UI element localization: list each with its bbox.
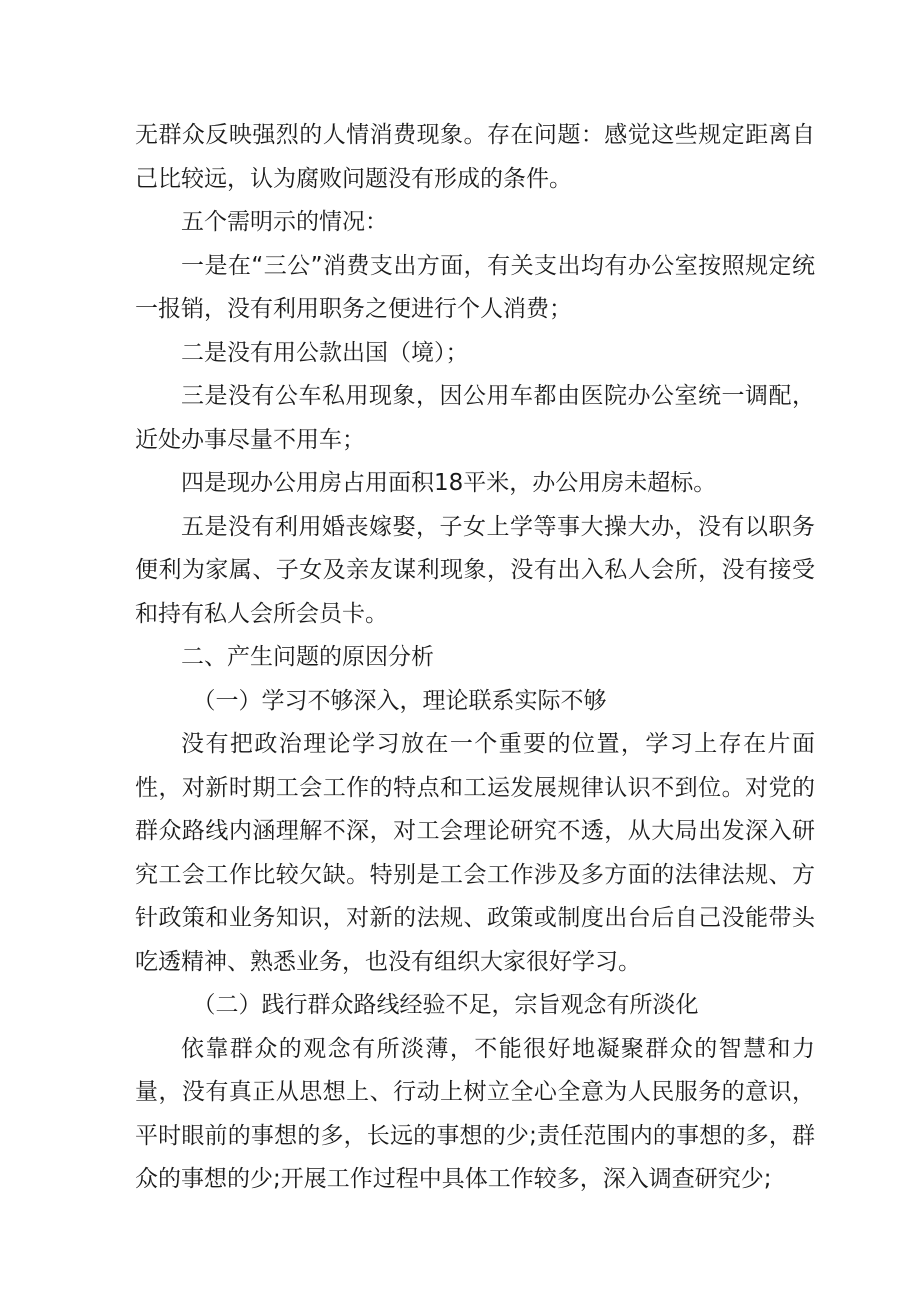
paragraph-heading-five-items: 五个需明示的情况： [181,209,388,235]
paragraph-subsection-two-body: 依靠群众的观念有所淡薄，不能很好地凝聚群众的智慧和力量，没有真正从思想上、行动上树立全心全意为人民服务的意识，平时眼前的事想的多，长远的事想的少;责任范围内的事想的多，群众的事想的少;开展工作过程中具体工作较多，深入调查研究少; [135,1035,815,1192]
paragraph-item-three: 三是没有公车私用现象，因公用车都由医院办公室统一调配，近处办事尽量不用车； [135,383,815,453]
paragraph-item-two: 二是没有用公款出国（境）； [181,339,469,366]
paragraph-subsection-one-body: 没有把政治理论学习放在一个重要的位置，学习上存在片面性，对新时期工会工作的特点和工运发展规律认识不到位。对党的群众路线内涵理解不深，对工会理论研究不透，从大局出发深入研究工会工作比较欠缺。特别是工会工作涉及多方面的法律法规、方针政策和业务知识，对新的法规、政策或制度出台后自己没能带头吃透精神、熟悉业务，也没有组织大家很好学习。 [135,731,815,975]
paragraph-continuation: 无群众反映强烈的人情消费现象。存在问题：感觉这些规定距离自己比较远，认为腐败问题没有形成的条件。 [135,122,815,192]
paragraph-item-one: 一是在“三公”消费支出方面，有关支出均有办公室按照规定统一报销，没有利用职务之便进行个人消费； [135,252,815,322]
paragraph-item-four: 四是现办公用房占用面积18平米，办公用房未超标。 [181,470,717,496]
document-body [135,114,815,1202]
section-heading-cause-analysis: 二、产生问题的原因分析 [181,644,434,670]
subsection-heading-two: （二）践行群众路线经验不足，宗旨观念有所淡化 [192,992,699,1018]
paragraph-item-five: 五是没有利用婚丧嫁娶，子女上学等事大操大办，没有以职务便利为家属、子女及亲友谋利现象，没有出入私人会所，没有接受和持有私人会所会员卡。 [135,513,815,627]
subsection-heading-one: （一）学习不够深入，理论联系实际不够 [192,687,607,714]
